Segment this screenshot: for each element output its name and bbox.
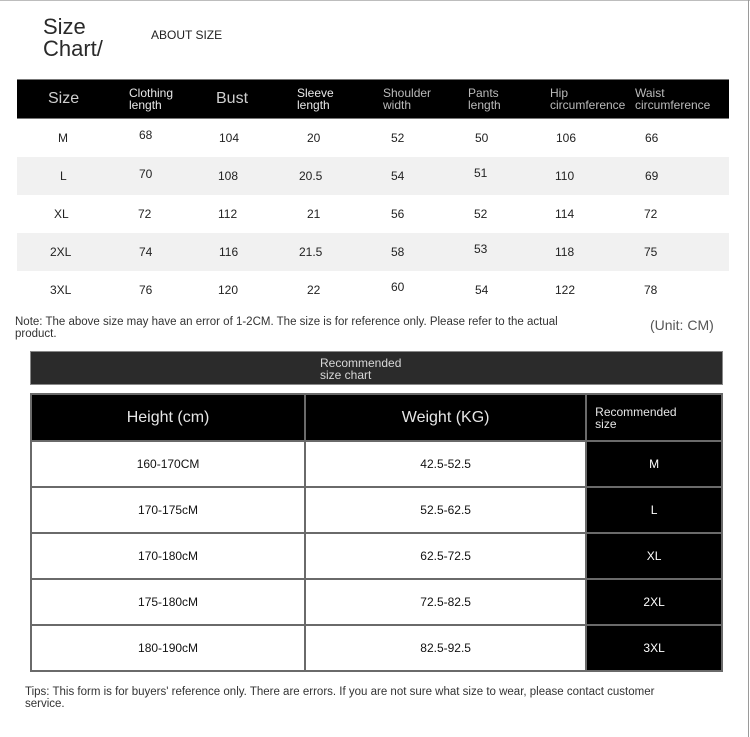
- cell-bust: 116: [219, 245, 239, 259]
- cell-weight: 42.5-52.5: [305, 441, 586, 487]
- size-table-header: [17, 79, 729, 119]
- cell-height: 160-170CM: [31, 441, 305, 487]
- cell-size: XL: [54, 207, 69, 221]
- cell-clothing-length: 72: [138, 207, 152, 221]
- cell-weight: 72.5-82.5: [305, 579, 586, 625]
- cell-recommended-size: 2XL: [586, 579, 722, 625]
- recommended-banner: [30, 351, 723, 385]
- cell-waist: 75: [644, 245, 658, 259]
- right-border: [748, 0, 749, 737]
- cell-weight: 52.5-62.5: [305, 487, 586, 533]
- cell-bust: 108: [218, 169, 239, 183]
- cell-sleeve-length: 21.5: [299, 245, 323, 259]
- cell-size: 3XL: [50, 283, 72, 297]
- cell-pants-length: 51: [474, 166, 488, 180]
- table-row: [17, 119, 729, 157]
- cell-waist: 78: [644, 283, 658, 297]
- cell-pants-length: 53: [474, 242, 488, 256]
- col-header-weight: Weight (KG): [305, 394, 586, 441]
- cell-size: M: [58, 131, 68, 145]
- col-header-clothing-length: Clothing length: [129, 86, 174, 112]
- cell-bust: 120: [218, 283, 239, 297]
- table-row: [17, 157, 729, 195]
- cell-clothing-length: 74: [139, 245, 153, 259]
- cell-shoulder-width: 60: [391, 280, 405, 294]
- cell-sleeve-length: 20.5: [299, 169, 323, 183]
- cell-hip: 122: [555, 283, 576, 297]
- cell-bust: 112: [218, 207, 238, 221]
- cell-waist: 72: [644, 207, 658, 221]
- col-header-recommended-size: Recommended size: [586, 394, 722, 441]
- cell-weight: 62.5-72.5: [305, 533, 586, 579]
- cell-clothing-length: 68: [139, 128, 153, 142]
- recommended-table-header: [31, 394, 722, 441]
- cell-sleeve-length: 22: [307, 283, 321, 297]
- cell-waist: 66: [645, 131, 659, 145]
- col-header-size: Size: [48, 90, 80, 107]
- col-header-height: Height (cm): [31, 394, 305, 441]
- cell-waist: 69: [645, 169, 659, 183]
- cell-recommended-size: 3XL: [586, 625, 722, 671]
- cell-size: 2XL: [50, 245, 72, 259]
- tips-text: Tips: This form is for buyers' reference only. There are errors. If you are not sure what size to wear, please contact customer service.: [25, 686, 655, 710]
- table-row: [31, 441, 722, 487]
- col-header-bust: Bust: [216, 90, 249, 107]
- cell-shoulder-width: 52: [391, 131, 405, 145]
- cell-weight: 82.5-92.5: [305, 625, 586, 671]
- unit-label: (Unit: CM): [650, 317, 714, 333]
- cell-height: 170-180cM: [31, 533, 305, 579]
- cell-height: 170-175cM: [31, 487, 305, 533]
- table-row: [17, 195, 729, 233]
- cell-hip: 110: [555, 169, 575, 183]
- cell-sleeve-length: 21: [307, 207, 321, 221]
- recommended-banner-label: Recommended size chart: [320, 356, 402, 382]
- cell-height: 175-180cM: [31, 579, 305, 625]
- title-line-1: Size: [43, 14, 86, 39]
- col-header-waist-circumference: Waist circumference: [635, 86, 711, 112]
- table-row: [31, 533, 722, 579]
- cell-pants-length: 52: [474, 207, 488, 221]
- cell-hip: 114: [555, 207, 575, 221]
- table-row: [31, 579, 722, 625]
- col-header-shoulder-width: Shoulder width: [383, 86, 432, 112]
- cell-recommended-size: M: [586, 441, 722, 487]
- top-border: [0, 0, 750, 1]
- col-header-sleeve-length: Sleeve length: [297, 86, 334, 112]
- cell-shoulder-width: 58: [391, 245, 405, 259]
- cell-sleeve-length: 20: [307, 131, 321, 145]
- col-header-hip-circumference: Hip circumference: [550, 86, 626, 112]
- cell-size: L: [60, 169, 67, 183]
- cell-bust: 104: [219, 131, 240, 145]
- cell-clothing-length: 70: [139, 167, 153, 181]
- cell-clothing-length: 76: [139, 283, 153, 297]
- cell-shoulder-width: 54: [391, 169, 405, 183]
- cell-pants-length: 50: [475, 131, 489, 145]
- cell-recommended-size: L: [586, 487, 722, 533]
- recommended-size-table: [30, 393, 723, 672]
- cell-pants-length: 54: [475, 283, 489, 297]
- page-title: [43, 16, 103, 60]
- cell-shoulder-width: 56: [391, 207, 405, 221]
- cell-hip: 106: [556, 131, 577, 145]
- table-row: [17, 233, 729, 271]
- cell-hip: 118: [555, 245, 575, 259]
- cell-height: 180-190cM: [31, 625, 305, 671]
- size-note: Note: The above size may have an error of 1-2CM. The size is for reference only. Please refer to the actual product.: [15, 316, 558, 340]
- page-subtitle: ABOUT SIZE: [151, 28, 223, 42]
- table-row: [31, 487, 722, 533]
- size-chart-table: [17, 79, 729, 309]
- col-header-pants-length: Pants length: [468, 86, 501, 112]
- title-line-2: Chart/: [43, 36, 103, 61]
- cell-recommended-size: XL: [586, 533, 722, 579]
- table-row: [17, 271, 729, 309]
- table-row: [31, 625, 722, 671]
